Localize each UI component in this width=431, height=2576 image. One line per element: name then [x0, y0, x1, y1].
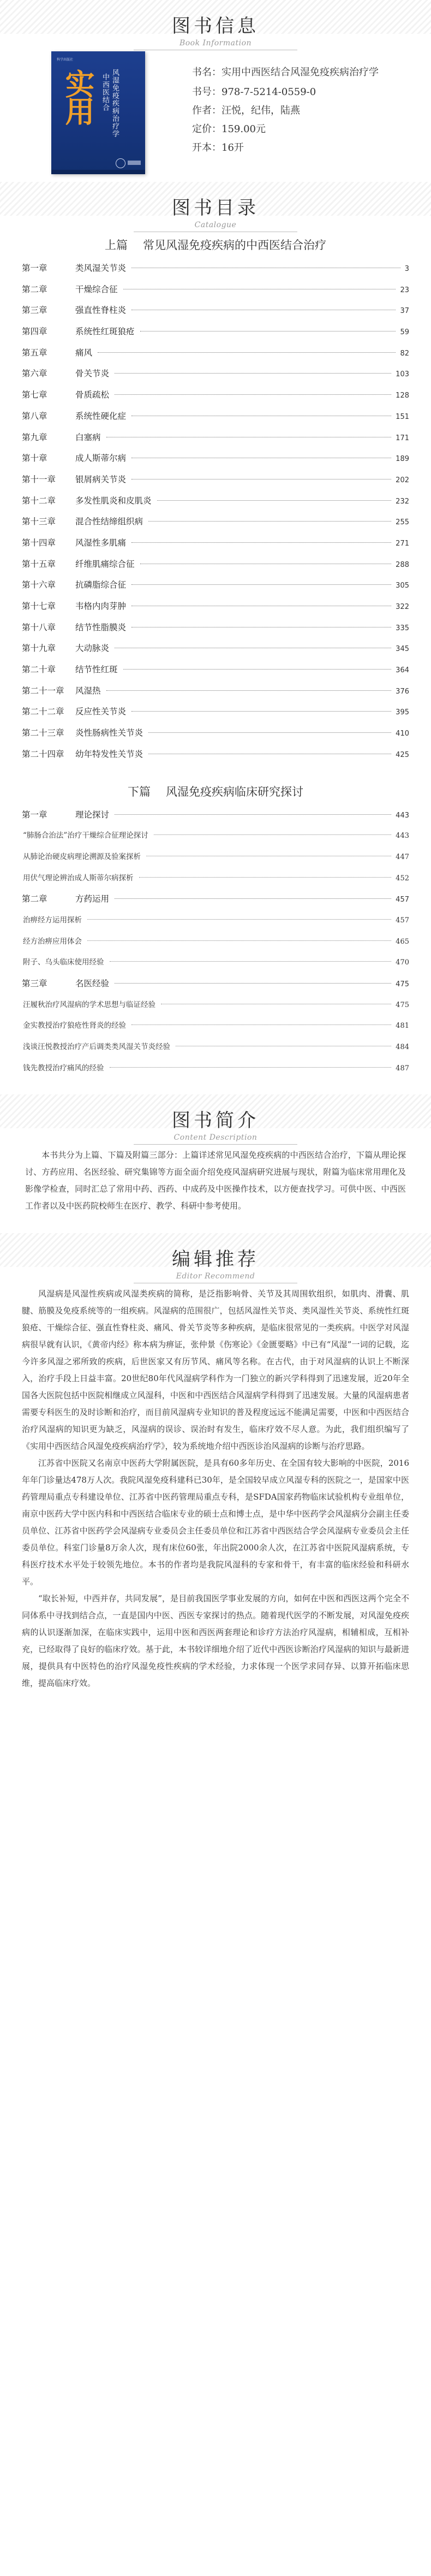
- part2-number: 下篇: [128, 785, 151, 798]
- subsection-name: 治痹经方运用探析: [23, 915, 82, 925]
- toc-chapter-row[interactable]: [22, 283, 409, 304]
- chapter-number: 第十二章: [22, 495, 56, 506]
- page-number: 484: [396, 1043, 409, 1052]
- chapter-number: 第十八章: [22, 622, 56, 632]
- leader-dots: [115, 898, 391, 899]
- toc-subtitle: Catalogue: [194, 221, 237, 229]
- chapter-number: 第二章: [22, 894, 47, 904]
- page-number: 322: [396, 603, 409, 611]
- subsection-name: “肺肠合治法”治疗干燥综合征理论探讨: [23, 831, 148, 840]
- chapter-number: 第二十三章: [22, 728, 64, 738]
- toc-chapter-row[interactable]: [22, 536, 409, 558]
- leader-dots: [115, 983, 391, 984]
- page-number: 288: [396, 560, 409, 569]
- part1-title: [22, 236, 409, 253]
- chapter-number: 第十章: [22, 453, 47, 464]
- desc-title: 图书简介: [172, 1110, 259, 1132]
- leader-dots: [87, 919, 391, 920]
- subsection-name: 钱先教授治疗痛风的经验: [23, 1063, 104, 1073]
- chapter-name: 结节性脂膜炎: [75, 622, 127, 632]
- rec-paragraph: 风湿病是风湿性疾病或风湿类疾病的简称，是泛指影响骨、关节及其周围软组织，如肌肉、滑囊、肌腱、筋膜及免疫系统等的一组疾病。风湿病的范围很广，包括风湿性关节炎、类风湿性关节炎、系统性红斑狼疮、干燥综合征、强直性脊柱炎、痛风、骨关节炎等多种疾病，是临床很常见的一类疾病。中医学对风湿病很早就有认识，《黄帝内经》称本病为痹证，张仲景《伤寒论》《金匮要略》中已有“风湿”一词的记载，迄今许多风湿之邪所致的疾病，后世医家又有历节风、痛风等名称。在古代，由于对风湿病的认识上不断深入，治疗手段上日益丰富。20世纪80年代风湿病学科作为一门独立的新兴学科得到了迅速发展，近20年全国各大医院包括中医院相继成立风湿科，中医和中西医结合风湿病学科得到了迅速发展。大量的风湿病患者需要专科医生的及时诊断和治疗，而目前风湿病专业知识的普及程度远远不能满足需要，中医和中西医结合治疗风湿病的知识更为缺乏，风湿病的误诊、误治时有发生，临床疗效不尽人意。为此，我们组织编写了《实用中西医结合风湿免疫疾病治疗学》，较为系统地介绍中西医诊治风湿病的诊断与治疗思路。: [22, 1289, 409, 1452]
- chapter-name: 韦格内肉芽肿: [75, 601, 127, 611]
- part1-chapter-list: [22, 262, 409, 769]
- page-number: 232: [396, 497, 409, 506]
- leader-dots: [157, 500, 392, 501]
- chapter-number: 第二十四章: [22, 749, 64, 759]
- subsection-name: 经方治痹应用体会: [23, 937, 82, 946]
- editor-recommendation: [0, 1276, 431, 1692]
- chapter-number: 第十三章: [22, 517, 56, 527]
- page-number: 151: [396, 412, 409, 421]
- chapter-number: 第七章: [22, 390, 47, 400]
- chapter-name: 方药运用: [75, 894, 110, 904]
- chapter-name: 类风湿关节炎: [75, 263, 127, 273]
- toc-chapter-row[interactable]: [22, 346, 409, 368]
- chapter-name: 骨质疏松: [75, 390, 110, 400]
- toc-subsection-row[interactable]: [22, 935, 409, 956]
- toc-chapter-row[interactable]: [22, 473, 409, 494]
- rec-paragraph: “取长补短，中西并存，共同发展”，是目前我国医学事业发展的方向，如何在中医和西医这两个完全不同体系中寻找到结合点，一直是国内中医、西医专家探讨的热点。随着现代医学的不断发展，对风湿免疫疾病的认识逐渐加深，在临床实践中，运用中医和西医两套理论和诊疗方法治疗风湿病，相辅相成，互相补充，已经取得了良好的临床疗效。基于此，本书较详细地介绍了近代中西医诊断治疗风湿病的知识与最新进展，提供具有中医特色的治疗风湿免疫性疾病的学术经验，力求体现一个医学求同存异、以算开拓临床思维，提高临床疗效。: [22, 1594, 409, 1689]
- chapter-name: 骨关节炎: [75, 369, 110, 379]
- page-number: 475: [396, 980, 409, 988]
- header-rule: [134, 1144, 297, 1145]
- chapter-number: 第八章: [22, 411, 47, 421]
- toc-chapter-row[interactable]: [22, 367, 409, 388]
- page-number: 475: [396, 1000, 409, 1009]
- chapter-number: 第六章: [22, 369, 47, 379]
- page-number: 305: [396, 582, 409, 590]
- chapter-name: 大动脉炎: [75, 643, 110, 654]
- chapter-number: 第九章: [22, 432, 47, 442]
- page-number: 202: [396, 476, 409, 484]
- page-number: 3: [404, 265, 409, 273]
- book-isbn: 书号：978-7-5214-0559-0: [192, 86, 316, 98]
- page-number: 171: [396, 434, 409, 442]
- toc-chapter-row[interactable]: [22, 325, 409, 346]
- chapter-name: 系统性红斑狼疮: [75, 327, 135, 337]
- toc-header: [0, 182, 431, 229]
- page-number: 255: [396, 518, 409, 527]
- chapter-number: 第三章: [22, 979, 47, 988]
- chapter-name: 成人斯蒂尔病: [75, 453, 127, 464]
- chapter-name: 抗磷脂综合征: [75, 580, 127, 590]
- chapter-name: 纤维肌痛综合征: [75, 559, 135, 569]
- chapter-number: 第十六章: [22, 580, 56, 590]
- leader-dots: [110, 1067, 392, 1068]
- toc-chapter-row[interactable]: [22, 494, 409, 516]
- chapter-number: 第十七章: [22, 601, 56, 611]
- chapter-number: 第十一章: [22, 474, 56, 484]
- chapter-name: 幼年特发性关节炎: [75, 749, 143, 759]
- page-number: 487: [396, 1064, 409, 1073]
- toc-chapter-row[interactable]: [22, 558, 409, 579]
- toc-chapter-row[interactable]: [22, 684, 409, 706]
- cover-publisher: 科学出版社: [57, 58, 74, 62]
- chapter-name: 炎性肠病性关节炎: [75, 728, 143, 738]
- chapter-number: 第五章: [22, 347, 47, 358]
- leader-dots: [131, 542, 391, 543]
- part1-number: 上篇: [105, 239, 128, 252]
- leader-dots: [148, 732, 391, 733]
- toc-chapter-row[interactable]: [22, 600, 409, 621]
- toc-subsection-row[interactable]: [22, 1040, 409, 1062]
- toc-chapter-row[interactable]: [22, 578, 409, 600]
- leader-dots: [123, 669, 392, 670]
- chapter-name: 银屑病关节炎: [75, 474, 127, 484]
- chapter-name: 名医经验: [75, 979, 110, 988]
- desc-header: [0, 1094, 431, 1142]
- chapter-name: 多发性肌炎和皮肌炎: [75, 495, 152, 506]
- toc-chapter-row[interactable]: [22, 977, 409, 998]
- toc-chapter-row[interactable]: [22, 726, 409, 748]
- leader-dots: [106, 690, 392, 691]
- chapter-name: 结节性红斑: [75, 665, 118, 675]
- page-number: 457: [396, 896, 409, 904]
- subsection-name: 浅谈汪悦教授治疗产后调类类风湿关节炎经验: [23, 1043, 170, 1052]
- toc-subsection-row[interactable]: [22, 872, 409, 893]
- toc-chapter-row[interactable]: [22, 705, 409, 726]
- chapter-number: 第二十一章: [22, 685, 64, 696]
- rec-subtitle: Editor Recommend: [176, 1272, 255, 1281]
- leader-dots: [131, 584, 391, 585]
- page-number: 470: [396, 958, 409, 967]
- toc-subsection-row[interactable]: [22, 1062, 409, 1083]
- book-info-section: [0, 43, 431, 182]
- toc-chapter-row[interactable]: [22, 642, 409, 663]
- book-cover: [51, 51, 145, 174]
- subsection-name: 从肺论治硬皮病理论溯源及验案探析: [23, 852, 141, 861]
- leader-dots: [98, 352, 396, 353]
- page-number: 481: [396, 1022, 409, 1031]
- subsection-name: 用伏气理论辨治成人斯蒂尔病探析: [23, 873, 134, 883]
- page-number: 465: [396, 937, 409, 946]
- chapter-name: 风湿热: [75, 685, 101, 696]
- chapter-name: 白塞病: [75, 432, 101, 442]
- publisher-logo-icon: [116, 158, 125, 168]
- toc-chapter-row[interactable]: [22, 304, 409, 325]
- page-number: 103: [396, 370, 409, 379]
- leader-dots: [110, 961, 392, 962]
- chapter-number: 第二十二章: [22, 707, 64, 717]
- book-description: 本书共分为上篇、下篇及附篇三部分：上篇详述常见风湿免疫疾病的中西医结合治疗，下篇从理论探讨、方药应用、名医经验、研究集锦等方面全面介绍免疫风湿病研究进展与现状，附篇为临床常用理化及影像学检查，同时汇总了常用中药、西药、中成药及中医操作技术，以方便查找学习。可供中医、中西医工作者以及中医药院校师生在医疗、教学、科研中参考使用。: [25, 1150, 406, 1211]
- book-info-title: 图书信息: [172, 15, 259, 37]
- page-number: 425: [396, 750, 409, 759]
- cover-title-b: 风湿免疫疾病治疗学: [111, 69, 119, 138]
- desc-subtitle: Content Description: [173, 1133, 258, 1142]
- chapter-name: 风湿性多肌痛: [75, 537, 127, 548]
- toc-title: 图书目录: [172, 197, 259, 219]
- leader-dots: [148, 521, 391, 522]
- chapter-name: 痛风: [75, 347, 93, 358]
- part2-name: 风湿免疫疾病临床研究探讨: [166, 785, 303, 798]
- subsection-name: 附子、乌头临床使用经验: [23, 958, 104, 967]
- leader-dots: [154, 834, 391, 835]
- leader-dots: [115, 394, 391, 395]
- bottom-spacer: [0, 1692, 431, 1703]
- page-number: 364: [396, 666, 409, 675]
- chapter-number: 第三章: [22, 305, 47, 316]
- book-info-header: [0, 0, 431, 48]
- page-number: 395: [396, 708, 409, 717]
- page-number: 271: [396, 539, 409, 548]
- leader-dots: [115, 373, 391, 374]
- page-number: 37: [400, 307, 409, 316]
- page-number: 447: [396, 852, 409, 861]
- toc-subsection-row[interactable]: [22, 850, 409, 872]
- page-number: 82: [400, 349, 409, 358]
- chapter-number: 第二十章: [22, 665, 56, 675]
- page-number: 345: [396, 645, 409, 654]
- book-authors: 作者：汪悦，纪伟，陆燕: [192, 105, 300, 116]
- page-number: 59: [400, 328, 409, 337]
- table-of-contents: [0, 236, 431, 1082]
- page-number: 443: [396, 832, 409, 840]
- leader-dots: [131, 711, 391, 712]
- toc-chapter-row[interactable]: [22, 621, 409, 642]
- cover-bottom-bar: [51, 170, 145, 174]
- leader-dots: [115, 814, 391, 815]
- toc-chapter-row[interactable]: [22, 388, 409, 410]
- chapter-number: 第十九章: [22, 643, 56, 654]
- page-number: 335: [396, 624, 409, 632]
- leader-dots: [87, 940, 391, 941]
- page-number: 128: [396, 392, 409, 400]
- page-number: 410: [396, 730, 409, 738]
- rec-paragraph: 江苏省中医院又名南京中医药大学附属医院，是具有60多年历史、在全国有较大影响的中医院，2016年年门诊量达478万人次。我院风湿免疫科建科已30年，是全国较早成立风湿专科的医院之一，是国家中医药管理局重点专科建设单位、江苏省中医药管理局重点专科，是SFDA国家药物临床试验机构专业组单位，南京中医药大学中医内科和中西医结合临床专业的硕士点和博士点，是中华中医药学会风湿病分会副主任委员单位、江苏省中医药学会风湿病专业委员会主任委员单位和江苏省中西医结合学会风湿病专业委员会主任委员单位。科室门诊量8万余人次，现有床位60张，年出院2000余人次，在江苏省中医院风湿病系统，专科医疗技术水平处于较领先地位。本书的作者均是我院风湿科的专家和骨干，有丰富的临床经验和科研水平。: [22, 1458, 409, 1587]
- book-title: 书名：实用中西医结合风湿免疫疾病治疗学: [192, 67, 379, 78]
- rec-header: [0, 1233, 431, 1281]
- toc-chapter-row[interactable]: [22, 892, 409, 914]
- chapter-number: 第十五章: [22, 559, 56, 569]
- part2-chapter-list: [22, 808, 409, 1083]
- chapter-name: 混合性结缔组织病: [75, 517, 143, 527]
- page-number: 189: [396, 455, 409, 464]
- toc-subsection-row[interactable]: [22, 914, 409, 935]
- part1-name: 常见风湿免疫疾病的中西医结合治疗: [143, 239, 326, 252]
- cover-big-title: 实用: [61, 69, 95, 123]
- book-price: 定价：159.00元: [192, 123, 266, 135]
- page-number: 23: [400, 286, 409, 294]
- chapter-number: 第十四章: [22, 537, 56, 548]
- toc-chapter-row[interactable]: [22, 663, 409, 684]
- toc-chapter-row[interactable]: [22, 262, 409, 283]
- book-info-subtitle: Book Information: [179, 39, 252, 48]
- chapter-name: 反应性关节炎: [75, 707, 127, 717]
- book-format: 开本：16开: [192, 142, 244, 153]
- chapter-number: 第四章: [22, 327, 47, 337]
- subsection-name: 汪履秋治疗风湿病的学术思想与临证经验: [23, 1000, 155, 1009]
- leader-dots: [139, 877, 392, 878]
- toc-chapter-row[interactable]: [22, 748, 409, 769]
- rec-title: 编辑推荐: [172, 1248, 259, 1271]
- page-number: 452: [396, 874, 409, 883]
- toc-subsection-row[interactable]: [22, 829, 409, 850]
- chapter-number: 第二章: [22, 284, 47, 294]
- publisher-mark: [128, 161, 141, 165]
- page-number: 376: [396, 687, 409, 696]
- chapter-name: 干燥综合征: [75, 284, 118, 294]
- toc-chapter-row[interactable]: [22, 431, 409, 452]
- book-meta: [192, 64, 416, 157]
- subsection-name: 金实教授治疗狼疮性肾炎的经验: [23, 1021, 126, 1031]
- chapter-name: 系统性硬化症: [75, 411, 127, 421]
- chapter-name: 理论探讨: [75, 809, 110, 820]
- toc-chapter-row[interactable]: [22, 515, 409, 536]
- cover-title-a: 中西医结合: [101, 73, 109, 111]
- toc-subsection-row[interactable]: [22, 998, 409, 1020]
- page-number: 443: [396, 811, 409, 820]
- part2-title: [22, 783, 409, 800]
- chapter-number: 第一章: [22, 263, 47, 273]
- page-number: 457: [396, 916, 409, 925]
- chapter-name: 强直性脊柱炎: [75, 305, 127, 316]
- toc-subsection-row[interactable]: [22, 1019, 409, 1040]
- toc-subsection-row[interactable]: [22, 956, 409, 977]
- toc-chapter-row[interactable]: [22, 410, 409, 431]
- toc-chapter-row[interactable]: [22, 452, 409, 473]
- chapter-number: 第一章: [22, 809, 47, 820]
- toc-chapter-row[interactable]: [22, 808, 409, 830]
